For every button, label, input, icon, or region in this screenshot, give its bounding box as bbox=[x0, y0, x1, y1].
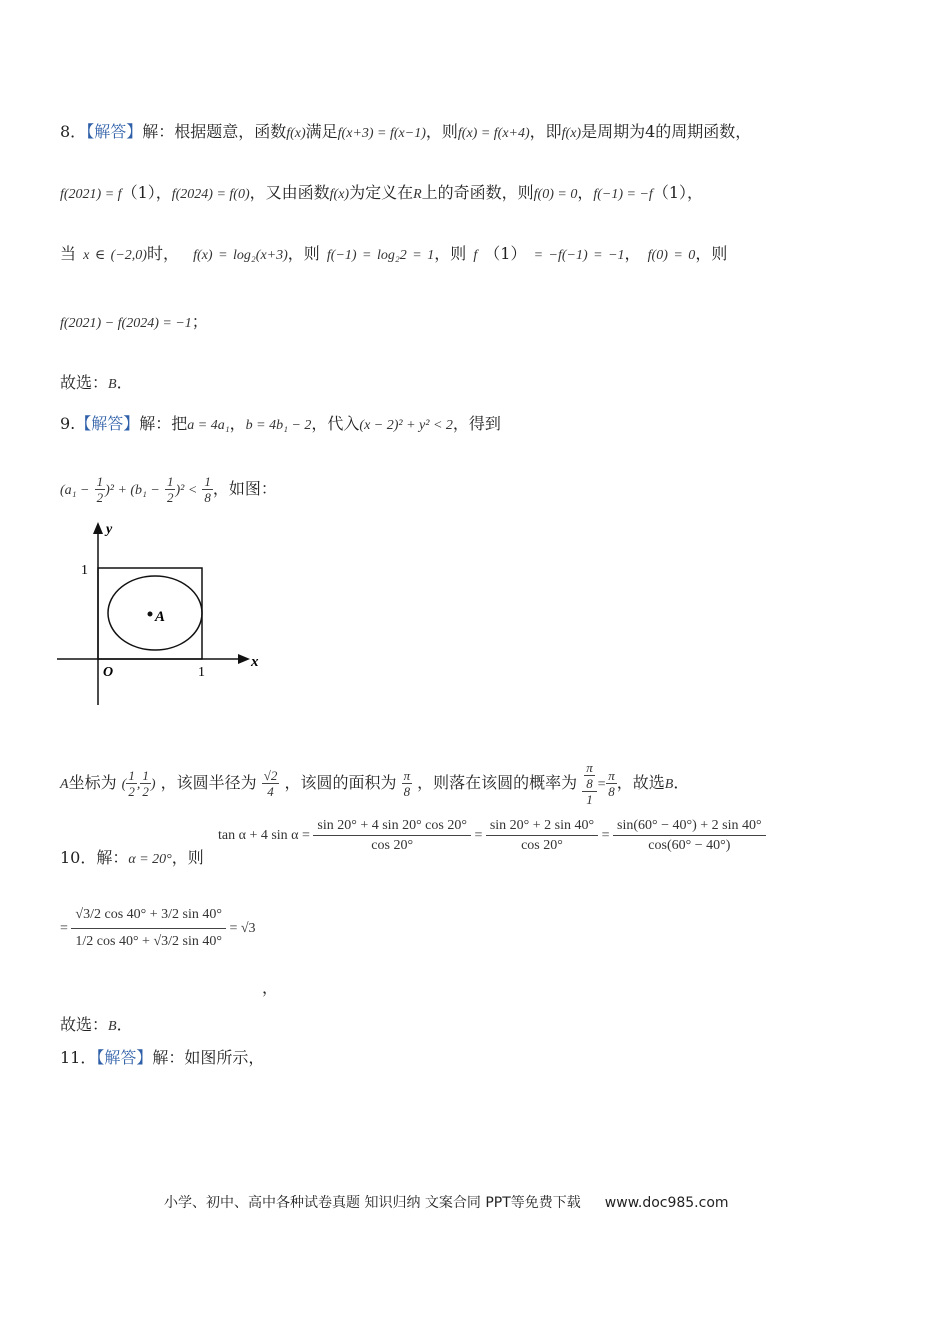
math: (x − 2)² + y² < 2 bbox=[359, 418, 453, 433]
math: B bbox=[108, 1019, 117, 1034]
text: 解：根据题意，函数 bbox=[142, 122, 287, 141]
label-o: O bbox=[103, 665, 114, 680]
math: A bbox=[60, 777, 69, 792]
math: tan α + 4 sin α = bbox=[218, 827, 310, 843]
text: 为定义在 bbox=[349, 183, 414, 202]
text: ，则 bbox=[425, 122, 458, 141]
fraction bbox=[95, 474, 106, 505]
q8-line4 bbox=[60, 312, 208, 334]
math: , bbox=[136, 777, 141, 792]
den: 2 bbox=[142, 784, 149, 799]
den: 8 bbox=[403, 784, 411, 799]
q8-line1 bbox=[60, 122, 751, 144]
text: ，则 bbox=[434, 244, 467, 263]
den: cos(60° − 40°) bbox=[648, 838, 731, 853]
num: √3/2 cos 40° + 3/2 sin 40° bbox=[71, 905, 226, 929]
text: ， bbox=[577, 183, 594, 202]
num: π bbox=[403, 768, 411, 783]
text: ． bbox=[116, 1015, 133, 1034]
text: 故选： bbox=[60, 1015, 109, 1034]
math: ( bbox=[121, 777, 127, 792]
num: π bbox=[586, 760, 593, 775]
text: （1）， bbox=[652, 183, 703, 202]
text: 满足 bbox=[305, 122, 338, 141]
text: （1）， bbox=[121, 183, 172, 202]
math: = bbox=[596, 777, 607, 792]
text: ． bbox=[673, 773, 690, 792]
fraction bbox=[165, 474, 176, 505]
math: )² < bbox=[175, 483, 198, 498]
math: B bbox=[664, 777, 674, 792]
math: R bbox=[413, 187, 422, 202]
text: ，则 bbox=[287, 244, 320, 263]
fraction bbox=[402, 768, 413, 799]
unit-square-circle-figure bbox=[55, 518, 270, 708]
text: ， bbox=[229, 414, 246, 433]
math: f(−1) = −f bbox=[593, 187, 653, 202]
text: ， bbox=[262, 978, 279, 997]
text: 上的奇函数，则 bbox=[421, 183, 534, 202]
den: 8 bbox=[608, 784, 615, 799]
math: f(x) bbox=[329, 187, 350, 202]
math: f(2021) − f(2024) = −1 bbox=[60, 316, 192, 331]
math: b = 4b₁ − 2 bbox=[245, 418, 312, 433]
math: α = 20° bbox=[128, 852, 172, 867]
num bbox=[582, 760, 597, 792]
math: f(−1) = log₂2 = 1 bbox=[326, 248, 435, 263]
fraction bbox=[140, 768, 151, 799]
num: sin 20° + 4 sin 20° cos 20° bbox=[313, 818, 471, 836]
num: sin(60° − 40°) + 2 sin 40° bbox=[613, 818, 766, 836]
den: 8 bbox=[204, 490, 211, 505]
text: ，故选 bbox=[616, 773, 665, 792]
question-number: 10．解： bbox=[60, 848, 129, 867]
q8-line3 bbox=[60, 244, 727, 266]
q9-line1 bbox=[60, 414, 501, 436]
den: cos 20° bbox=[371, 838, 414, 853]
den: 8 bbox=[586, 776, 593, 791]
fraction bbox=[584, 760, 595, 791]
text: ； bbox=[191, 312, 208, 331]
text: ，则 bbox=[171, 848, 204, 867]
num: π bbox=[608, 768, 615, 783]
fraction bbox=[262, 768, 280, 799]
text: 时， bbox=[146, 244, 179, 263]
fraction bbox=[313, 818, 471, 853]
question-number: 11． bbox=[60, 1048, 97, 1067]
text: ，代入 bbox=[311, 414, 360, 433]
math: = bbox=[601, 827, 610, 843]
q10-line1 bbox=[60, 848, 204, 870]
math: f(x) = log₂(x+3) bbox=[193, 248, 288, 263]
text: 当 bbox=[60, 244, 77, 263]
num: sin 20° + 2 sin 40° bbox=[486, 818, 598, 836]
fraction bbox=[606, 768, 617, 799]
text: 解：如图所示， bbox=[152, 1048, 265, 1067]
point-a bbox=[148, 612, 153, 617]
num: √2 bbox=[263, 768, 278, 783]
fraction bbox=[126, 768, 137, 799]
math: x ∈ (−2,0) bbox=[83, 248, 147, 263]
math: = −f(−1) = −1 bbox=[533, 248, 625, 263]
math: = bbox=[474, 827, 483, 843]
math: f(x) bbox=[286, 126, 306, 141]
math: f(x) = f(x+4) bbox=[457, 126, 530, 141]
footer-text: 小学、初中、高中各种试卷真题 知识归纳 文案合同 PPT等免费下载 bbox=[164, 1195, 581, 1211]
den: 2 bbox=[128, 784, 135, 799]
text: ， bbox=[624, 244, 641, 263]
fraction bbox=[613, 818, 766, 853]
math: f(x) bbox=[561, 126, 582, 141]
text: 是周期为4的周期函数， bbox=[581, 122, 752, 141]
label-y: y bbox=[106, 522, 113, 537]
math: = √3 bbox=[229, 920, 256, 936]
text: ． bbox=[116, 373, 133, 392]
label-one-x: 1 bbox=[198, 665, 205, 680]
q11-line1 bbox=[60, 1048, 264, 1068]
den: cos 20° bbox=[521, 838, 563, 853]
math: f(0) = 0 bbox=[647, 248, 696, 263]
question-number: 9. bbox=[60, 414, 76, 433]
math: ) bbox=[150, 777, 156, 792]
q9-line3 bbox=[60, 760, 689, 807]
label-x: x bbox=[251, 654, 259, 670]
math: f(0) = 0 bbox=[533, 187, 578, 202]
num: 1 bbox=[96, 474, 104, 489]
den: 2 bbox=[96, 490, 104, 505]
math: )² + (b₁ − bbox=[105, 483, 160, 498]
math: B bbox=[108, 377, 117, 392]
q8-answer bbox=[60, 373, 133, 395]
num: 1 bbox=[142, 768, 149, 783]
den: 1 bbox=[586, 792, 593, 807]
den: 2 bbox=[166, 490, 174, 505]
text: 坐标为 bbox=[68, 773, 117, 792]
page-footer bbox=[164, 1192, 729, 1212]
text: 解：把 bbox=[139, 414, 188, 433]
label-a: A bbox=[155, 609, 166, 625]
den: 4 bbox=[267, 784, 274, 799]
text: （1） bbox=[484, 244, 527, 263]
footer-site-link[interactable]: www.doc985.com bbox=[604, 1195, 729, 1211]
answer-tag: 【解答】 bbox=[96, 1048, 153, 1067]
math: f bbox=[473, 248, 478, 263]
text: ，即 bbox=[529, 122, 562, 141]
math: a = 4a₁ bbox=[187, 418, 230, 433]
math: f(2021) = f bbox=[60, 187, 122, 202]
text: ，如图： bbox=[212, 479, 277, 498]
answer-tag: 【解答】 bbox=[86, 122, 143, 141]
den: 1/2 cos 40° + √3/2 sin 40° bbox=[75, 934, 222, 949]
q8-line2 bbox=[60, 183, 703, 205]
text: ，则 bbox=[695, 244, 728, 263]
num: 1 bbox=[128, 768, 135, 783]
x-arrow-icon bbox=[238, 654, 250, 664]
q10-answer bbox=[60, 1015, 133, 1037]
fraction bbox=[71, 905, 226, 952]
text: ，该圆的面积为 bbox=[284, 773, 397, 792]
math: = bbox=[60, 920, 68, 936]
math: (a₁ − bbox=[60, 483, 90, 498]
y-arrow-icon bbox=[93, 522, 103, 534]
question-number: 8． bbox=[60, 122, 87, 141]
q10-result bbox=[60, 905, 256, 952]
num: 1 bbox=[204, 474, 211, 489]
compound-fraction bbox=[582, 760, 597, 807]
fraction bbox=[486, 818, 598, 853]
math: f(x+3) = f(x−1) bbox=[337, 126, 426, 141]
text: ，该圆半径为 bbox=[160, 773, 257, 792]
fraction bbox=[202, 474, 213, 505]
q10-equation-chain bbox=[218, 818, 766, 853]
math: f(2024) = f(0) bbox=[171, 187, 250, 202]
q10-comma bbox=[262, 978, 278, 998]
text: 故选： bbox=[60, 373, 109, 392]
label-one-y: 1 bbox=[81, 563, 88, 578]
answer-tag: 【解答】 bbox=[75, 414, 140, 433]
num: 1 bbox=[166, 474, 174, 489]
q9-line2 bbox=[60, 472, 277, 508]
text: ，则落在该圆的概率为 bbox=[417, 773, 578, 792]
text: ，又由函数 bbox=[249, 183, 330, 202]
text: ，得到 bbox=[452, 414, 501, 433]
